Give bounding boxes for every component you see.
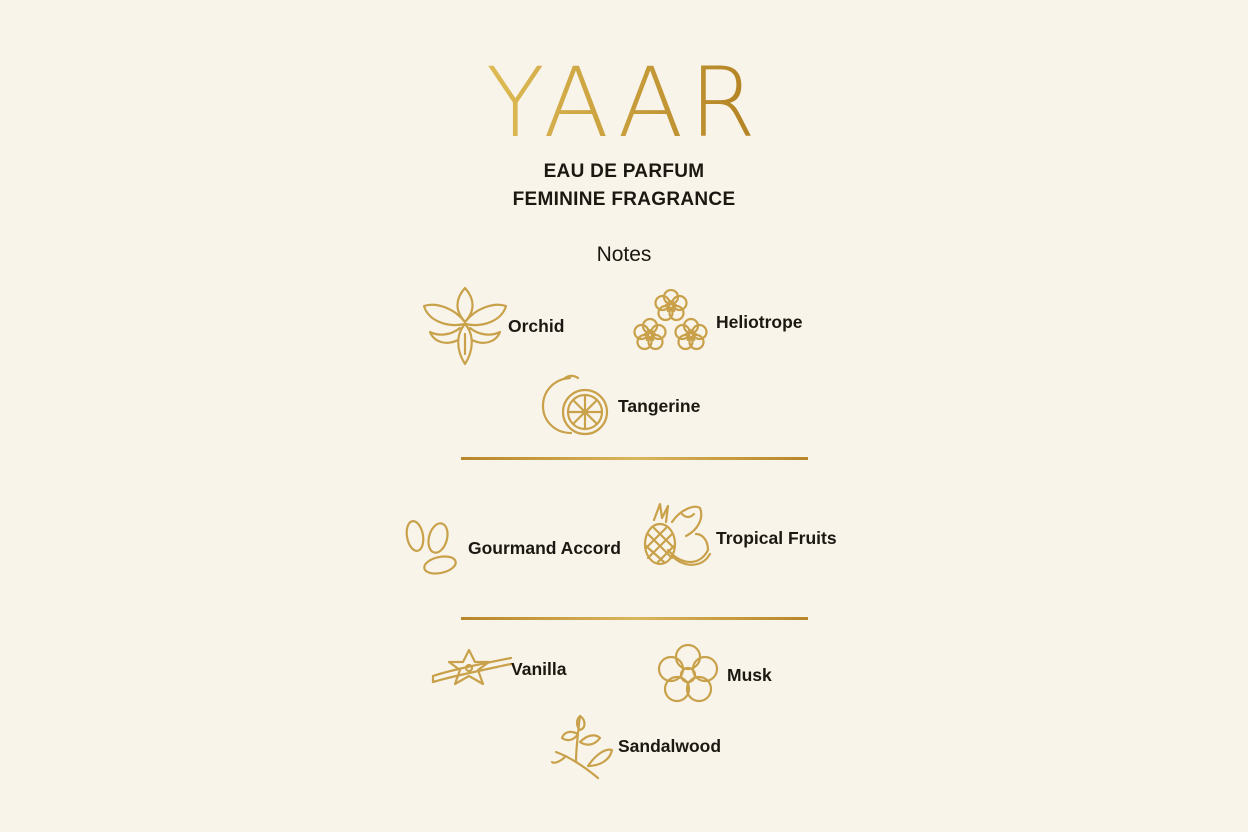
note-label-tropical-fruits: Tropical Fruits xyxy=(716,527,837,548)
note-sandalwood xyxy=(550,712,721,780)
divider-heart-base xyxy=(461,617,808,620)
note-tangerine xyxy=(540,373,700,439)
note-label-heliotrope: Heliotrope xyxy=(716,311,803,332)
notes-heading: Notes xyxy=(596,243,652,266)
almond-seeds-icon xyxy=(402,518,464,578)
subtitle-eau-de-parfum: EAU DE PARFUM xyxy=(543,161,705,182)
tropical-fruits-icon xyxy=(638,500,714,576)
note-label-vanilla: Vanilla xyxy=(511,658,567,679)
divider-top-heart xyxy=(461,457,808,460)
note-musk xyxy=(656,643,772,707)
sandalwood-branch-icon xyxy=(550,712,614,780)
orchid-flower-icon xyxy=(420,284,510,368)
note-label-musk: Musk xyxy=(727,664,772,685)
brand-title: YAAR xyxy=(0,48,1248,158)
note-label-tangerine: Tangerine xyxy=(618,395,701,416)
heliotrope-flowers-icon xyxy=(631,289,711,355)
note-orchid xyxy=(420,284,564,368)
note-label-gourmand-accord: Gourmand Accord xyxy=(468,537,621,558)
musk-flower-icon xyxy=(656,643,720,707)
note-tropical-fruits xyxy=(638,500,837,576)
tangerine-slice-icon xyxy=(540,373,610,439)
note-label-orchid: Orchid xyxy=(508,315,565,336)
note-gourmand-accord xyxy=(402,518,621,578)
note-vanilla xyxy=(431,646,566,692)
subtitle-feminine-fragrance: FEMININE FRAGRANCE xyxy=(512,189,736,210)
vanilla-flower-pod-icon xyxy=(431,646,513,692)
note-heliotrope xyxy=(631,289,803,355)
note-label-sandalwood: Sandalwood xyxy=(618,735,722,756)
